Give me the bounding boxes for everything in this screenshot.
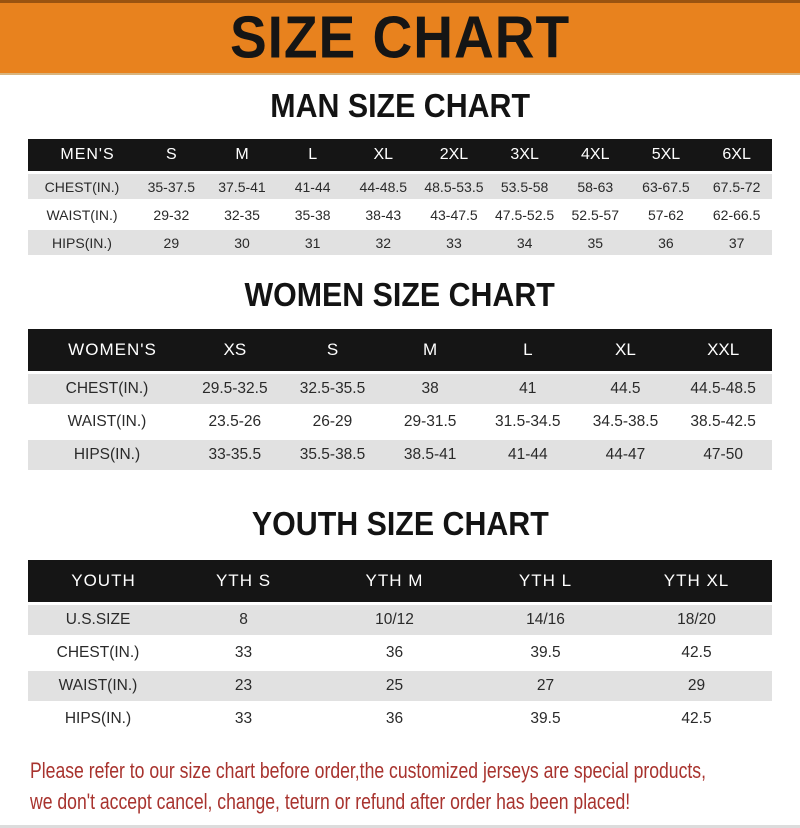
table-cell: 34 [489,230,560,255]
table-cell: 29-32 [136,202,207,227]
youth-column-header: YTH M [319,560,470,602]
table-cell: 29 [136,230,207,255]
table-cell: 44.5 [577,374,675,404]
row-label: CHEST(IN.) [28,374,186,404]
table-cell: 14/16 [470,605,621,635]
table-cell: 38.5-42.5 [674,407,772,437]
table-cell: 38 [381,374,479,404]
men-hips-row [28,230,772,255]
men-column-header: XL [348,139,419,171]
women-column-header: L [479,329,577,371]
table-cell: 29-31.5 [381,407,479,437]
table-cell: 23 [168,671,319,701]
men-section-heading-text: MAN SIZE CHART [270,87,530,124]
table-cell: 53.5-58 [489,174,560,199]
women-column-header: XS [186,329,284,371]
youth-column-header: YTH L [470,560,621,602]
women-table-title: WOMEN'S [28,329,186,371]
table-cell: 34.5-38.5 [577,407,675,437]
women-hips-row [28,440,772,470]
men-column-header: M [207,139,278,171]
table-cell: 27 [470,671,621,701]
women-column-header: S [284,329,382,371]
youth-table-title: YOUTH [28,560,168,602]
women-section-heading-text: WOMEN SIZE CHART [244,276,556,313]
table-cell: 44-48.5 [348,174,419,199]
row-label: HIPS(IN.) [28,704,168,734]
women-section-heading [0,276,800,314]
table-cell: 38.5-41 [381,440,479,470]
youth-table-header-row [28,560,772,602]
row-label: CHEST(IN.) [28,638,168,668]
table-cell: 32 [348,230,419,255]
men-column-header: S [136,139,207,171]
table-cell: 67.5-72 [701,174,772,199]
table-cell: 25 [319,671,470,701]
women-table-header-row [28,329,772,371]
women-waist-row [28,407,772,437]
table-cell: 37 [701,230,772,255]
table-cell: 10/12 [319,605,470,635]
table-cell: 62-66.5 [701,202,772,227]
row-label: U.S.SIZE [28,605,168,635]
men-column-header: 3XL [489,139,560,171]
table-cell: 26-29 [284,407,382,437]
table-cell: 47.5-52.5 [489,202,560,227]
table-cell: 32-35 [207,202,278,227]
table-cell: 39.5 [470,704,621,734]
women-column-header: XL [577,329,675,371]
row-label: WAIST(IN.) [28,407,186,437]
row-label: HIPS(IN.) [28,440,186,470]
women-size-table [28,326,772,473]
table-cell: 63-67.5 [631,174,702,199]
table-cell: 33 [419,230,490,255]
men-column-header: 5XL [631,139,702,171]
table-cell: 33 [168,704,319,734]
men-column-header: 4XL [560,139,631,171]
men-table-header-row [28,139,772,171]
youth-hips-row [28,704,772,734]
table-cell: 36 [319,704,470,734]
table-cell: 37.5-41 [207,174,278,199]
table-cell: 18/20 [621,605,772,635]
men-waist-row [28,202,772,227]
table-cell: 47-50 [674,440,772,470]
table-cell: 31.5-34.5 [479,407,577,437]
men-size-table [28,136,772,258]
youth-column-header: YTH S [168,560,319,602]
table-cell: 29 [621,671,772,701]
banner-title: SIZE CHART [229,4,571,71]
table-cell: 52.5-57 [560,202,631,227]
youth-column-header: YTH XL [621,560,772,602]
table-cell: 44-47 [577,440,675,470]
women-chest-row [28,374,772,404]
table-cell: 42.5 [621,704,772,734]
table-cell: 57-62 [631,202,702,227]
size-chart-banner [0,0,800,75]
table-cell: 39.5 [470,638,621,668]
youth-size-table [28,557,772,737]
youth-section-heading-text: YOUTH SIZE CHART [251,505,549,542]
youth-chest-row [28,638,772,668]
women-column-header: XXL [674,329,772,371]
row-label: HIPS(IN.) [28,230,136,255]
men-column-header: 6XL [701,139,772,171]
row-label: WAIST(IN.) [28,202,136,227]
table-cell: 41-44 [479,440,577,470]
table-cell: 48.5-53.5 [419,174,490,199]
table-cell: 43-47.5 [419,202,490,227]
men-column-header: 2XL [419,139,490,171]
table-cell: 29.5-32.5 [186,374,284,404]
row-label: WAIST(IN.) [28,671,168,701]
table-cell: 42.5 [621,638,772,668]
table-cell: 58-63 [560,174,631,199]
table-cell: 33 [168,638,319,668]
men-table-title: MEN'S [28,139,136,171]
table-cell: 32.5-35.5 [284,374,382,404]
men-column-header: L [277,139,348,171]
women-column-header: M [381,329,479,371]
table-cell: 23.5-26 [186,407,284,437]
table-cell: 36 [631,230,702,255]
table-cell: 8 [168,605,319,635]
youth-ussize-row [28,605,772,635]
table-cell: 33-35.5 [186,440,284,470]
youth-waist-row [28,671,772,701]
table-cell: 44.5-48.5 [674,374,772,404]
table-cell: 38-43 [348,202,419,227]
table-cell: 35 [560,230,631,255]
table-cell: 30 [207,230,278,255]
table-cell: 35.5-38.5 [284,440,382,470]
men-section-heading [0,87,800,125]
footer-note [30,755,800,817]
table-cell: 31 [277,230,348,255]
table-cell: 35-37.5 [136,174,207,199]
men-chest-row [28,174,772,199]
table-cell: 35-38 [277,202,348,227]
table-cell: 41 [479,374,577,404]
footer-line-1: Please refer to our size chart before order,the customized jerseys are special products, [30,758,706,783]
footer-line-2: we don't accept cancel, change, teturn or refund after order has been placed! [30,789,631,814]
table-cell: 36 [319,638,470,668]
row-label: CHEST(IN.) [28,174,136,199]
youth-section-heading [0,505,800,543]
table-cell: 41-44 [277,174,348,199]
